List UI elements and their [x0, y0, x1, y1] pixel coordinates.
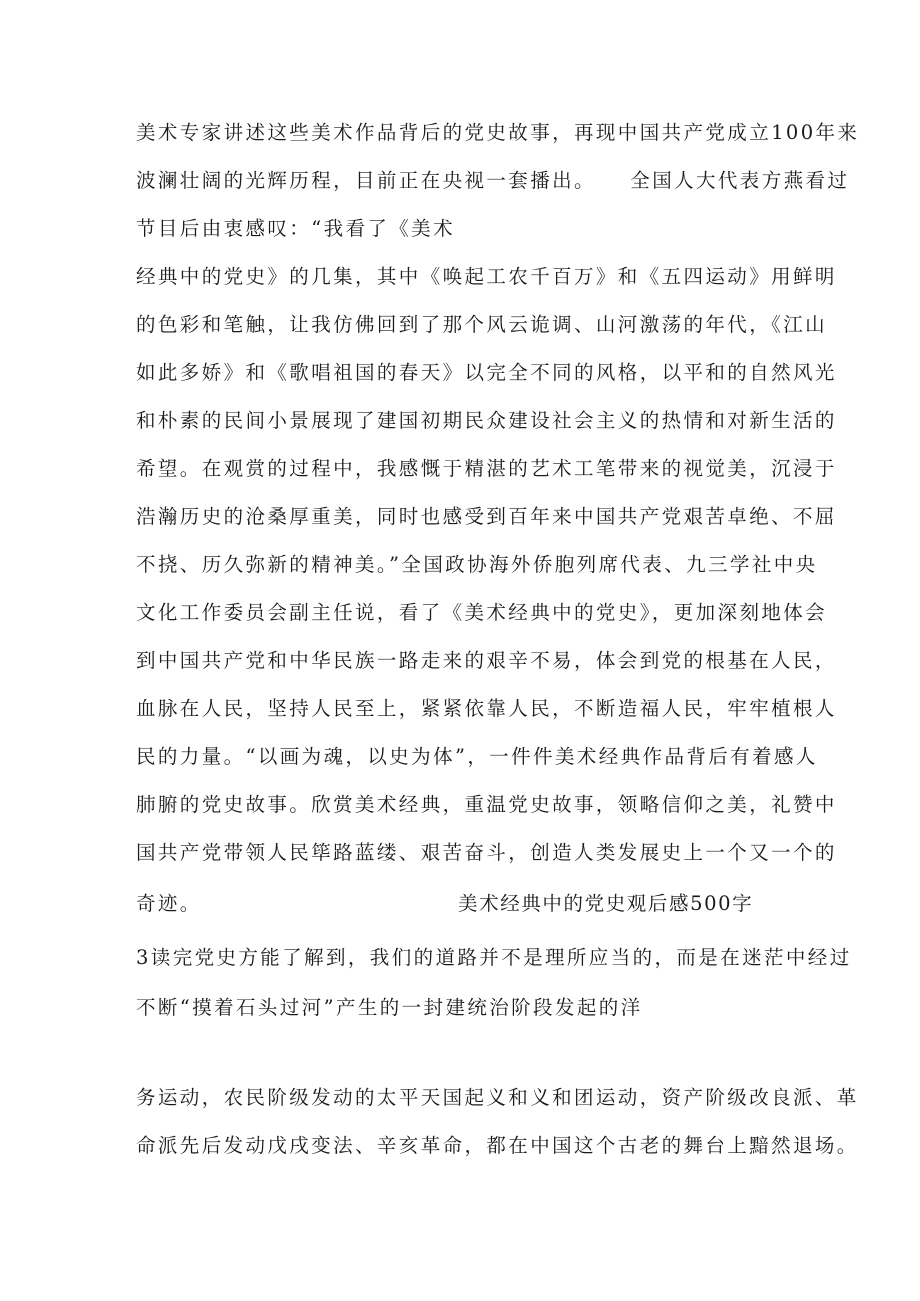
- text-line: 血脉在人民，坚持人民至上，紧紧依靠人民，不断造福人民，牢牢植根人: [136, 697, 837, 720]
- text-line: 不挠、历久弥新的精神美。”全国政协海外侨胞列席代表、九三学社中央: [136, 553, 818, 576]
- text-line: 文化工作委员会副主任说，看了《美术经典中的党史》，更加深刻地体会: [136, 601, 828, 624]
- text-line: 如此多娇》和《歌唱祖国的春天》以完全不同的风格，以平和的自然风光: [136, 361, 837, 384]
- text-line: 经典中的党史》的几集，其中《唤起工农千百万》和《五四运动》用鲜明: [136, 265, 837, 288]
- text-line: 波澜壮阔的光辉历程，目前正在央视一套播出。 全国人大代表方燕看过: [136, 169, 850, 192]
- text-line: 希望。在观赏的过程中，我感慨于精湛的艺术工笔带来的视觉美，沉浸于: [136, 457, 837, 480]
- text-line: 和朴素的民间小景展现了建国初期民众建设社会主义的热情和对新生活的: [136, 409, 837, 432]
- text-line: 务运动，农民阶级发动的太平天国起义和义和团运动，资产阶级改良派、革: [136, 1086, 859, 1109]
- text-line: 民的力量。“以画为魂，以史为体”，一件件美术经典作品背后有着感人: [136, 745, 818, 768]
- text-line: 奇迹。: [136, 892, 202, 915]
- text-line: 肺腑的党史故事。欣赏美术经典，重温党史故事，领略信仰之美，礼赞中: [136, 793, 837, 816]
- text-line: 的色彩和笔触，让我仿佛回到了那个风云诡调、山河激荡的年代，《江山: [136, 313, 828, 336]
- text-line: 到中国共产党和中华民族一路走来的艰辛不易，体会到党的根基在人民，: [136, 649, 837, 672]
- text-line: 3读完党史方能了解到，我们的道路并不是理所应当的，而是在迷茫中经过: [136, 946, 852, 969]
- section-heading: 美术经典中的党史观后感500字: [458, 892, 754, 915]
- text-line: 浩瀚历史的沧桑厚重美，同时也感受到百年来中国共产党艰苦卓绝、不屈: [136, 505, 837, 528]
- text-line: 节目后由衷感叹：“我看了《美术: [136, 217, 455, 240]
- text-line: 不断“摸着石头过河”产生的一封建统治阶段发起的洋: [136, 996, 643, 1019]
- text-line: 国共产党带领人民筚路蓝缕、艰苦奋斗，创造人类发展史上一个又一个的: [136, 841, 837, 864]
- text-line: 美术专家讲述这些美术作品背后的党史故事，再现中国共产党成立100年来: [136, 121, 860, 144]
- text-line: 命派先后发动戊戌变法、辛亥革命，都在中国这个古老的舞台上黯然退场。: [136, 1134, 859, 1157]
